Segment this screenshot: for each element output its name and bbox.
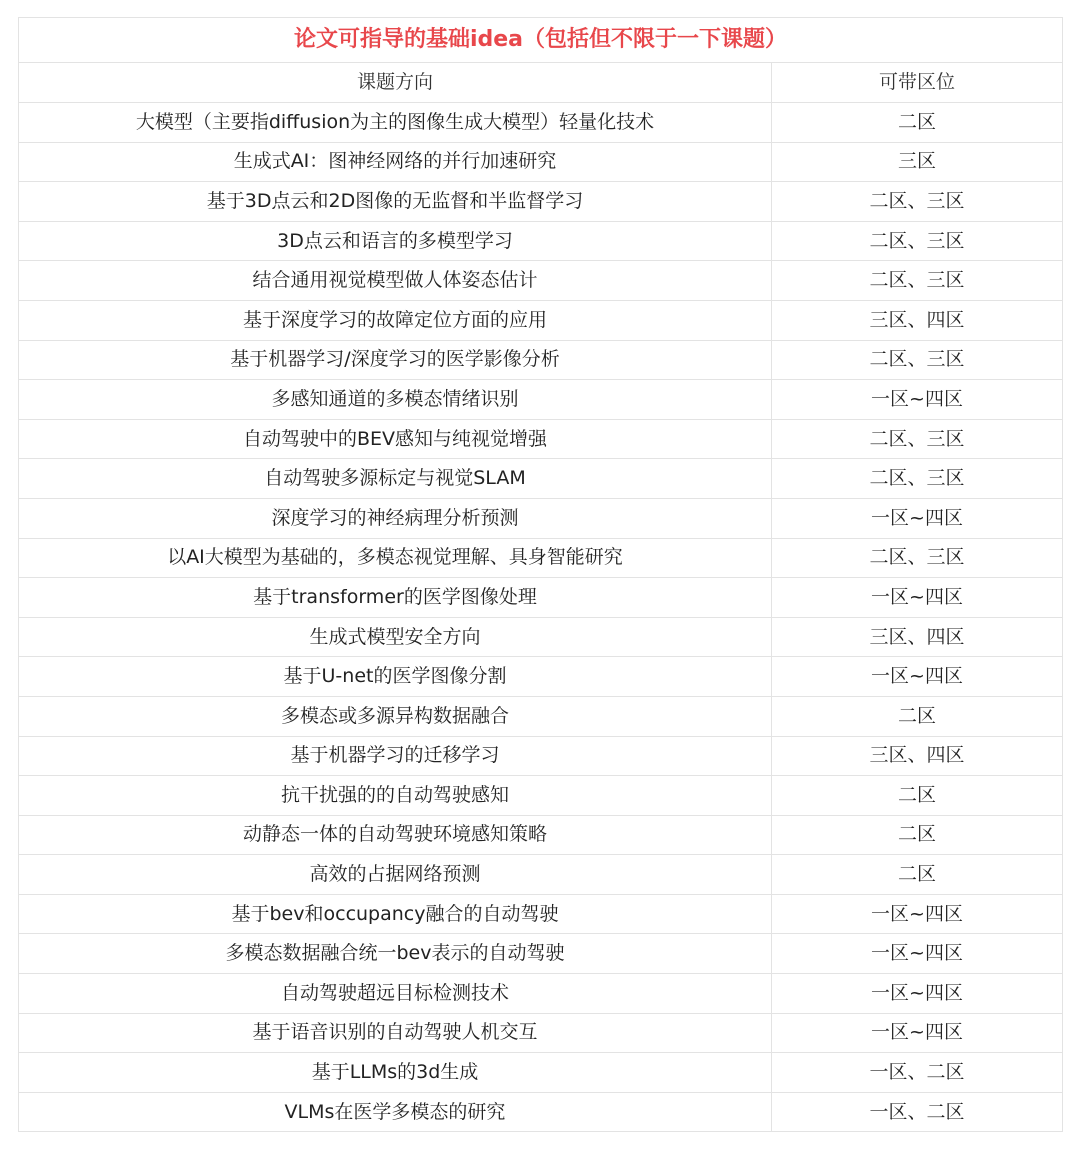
topic-cell: 以AI大模型为基础的，多模态视觉理解、具身智能研究: [19, 538, 772, 578]
zone-cell: 二区、三区: [772, 459, 1063, 499]
table-title: 论文可指导的基础idea（包括但不限于一下课题）: [19, 18, 1063, 63]
zone-cell: 一区~四区: [772, 380, 1063, 420]
topics-table-wrapper: [18, 17, 1062, 1132]
topic-cell: 基于机器学习的迁移学习: [19, 736, 772, 776]
zone-cell: 二区、三区: [772, 182, 1063, 222]
topic-cell: 自动驾驶超远目标检测技术: [19, 974, 772, 1014]
topic-cell: 基于3D点云和2D图像的无监督和半监督学习: [19, 182, 772, 222]
table-row: [19, 142, 1063, 182]
table-row: [19, 221, 1063, 261]
topic-cell: 深度学习的神经病理分析预测: [19, 498, 772, 538]
zone-cell: 一区~四区: [772, 578, 1063, 618]
table-body: [19, 103, 1063, 1132]
table-row: [19, 1092, 1063, 1132]
table-row: [19, 1053, 1063, 1093]
topic-cell: 基于transformer的医学图像处理: [19, 578, 772, 618]
topic-cell: 动静态一体的自动驾驶环境感知策略: [19, 815, 772, 855]
table-row: [19, 340, 1063, 380]
topic-cell: 多模态数据融合统一bev表示的自动驾驶: [19, 934, 772, 974]
table-row: [19, 261, 1063, 301]
zone-cell: 二区: [772, 855, 1063, 895]
topic-cell: 基于U-net的医学图像分割: [19, 657, 772, 697]
zone-cell: 三区、四区: [772, 736, 1063, 776]
table-header-row: [19, 63, 1063, 103]
zone-cell: 一区~四区: [772, 894, 1063, 934]
column-header-topic: 课题方向: [19, 63, 772, 103]
zone-cell: 二区、三区: [772, 261, 1063, 301]
table-title-row: [19, 18, 1063, 63]
zone-cell: 二区: [772, 776, 1063, 816]
zone-cell: 二区: [772, 815, 1063, 855]
zone-cell: 一区~四区: [772, 498, 1063, 538]
topic-cell: 结合通用视觉模型做人体姿态估计: [19, 261, 772, 301]
table-row: [19, 300, 1063, 340]
table-row: [19, 974, 1063, 1014]
table-row: [19, 459, 1063, 499]
table-row: [19, 103, 1063, 143]
table-row: [19, 934, 1063, 974]
topic-cell: 基于LLMs的3d生成: [19, 1053, 772, 1093]
zone-cell: 一区~四区: [772, 1013, 1063, 1053]
zone-cell: 三区、四区: [772, 300, 1063, 340]
topics-table: [18, 17, 1063, 1132]
zone-cell: 二区: [772, 103, 1063, 143]
zone-cell: 三区、四区: [772, 617, 1063, 657]
topic-cell: 大模型（主要指diffusion为主的图像生成大模型）轻量化技术: [19, 103, 772, 143]
table-row: [19, 578, 1063, 618]
topic-cell: 多模态或多源异构数据融合: [19, 696, 772, 736]
topic-cell: 生成式模型安全方向: [19, 617, 772, 657]
zone-cell: 一区~四区: [772, 934, 1063, 974]
table-row: [19, 1013, 1063, 1053]
topic-cell: 生成式AI：图神经网络的并行加速研究: [19, 142, 772, 182]
zone-cell: 一区、二区: [772, 1092, 1063, 1132]
zone-cell: 一区、二区: [772, 1053, 1063, 1093]
topic-cell: 高效的占据网络预测: [19, 855, 772, 895]
zone-cell: 二区、三区: [772, 221, 1063, 261]
topic-cell: 抗干扰强的的自动驾驶感知: [19, 776, 772, 816]
table-row: [19, 657, 1063, 697]
table-row: [19, 696, 1063, 736]
zone-cell: 二区、三区: [772, 419, 1063, 459]
topic-cell: 自动驾驶中的BEV感知与纯视觉增强: [19, 419, 772, 459]
table-row: [19, 617, 1063, 657]
table-row: [19, 776, 1063, 816]
topic-cell: 基于语音识别的自动驾驶人机交互: [19, 1013, 772, 1053]
table-row: [19, 736, 1063, 776]
topic-cell: 基于bev和occupancy融合的自动驾驶: [19, 894, 772, 934]
table-row: [19, 380, 1063, 420]
table-row: [19, 815, 1063, 855]
topic-cell: 3D点云和语言的多模型学习: [19, 221, 772, 261]
column-header-zone: 可带区位: [772, 63, 1063, 103]
table-row: [19, 419, 1063, 459]
zone-cell: 一区~四区: [772, 974, 1063, 1014]
table-row: [19, 538, 1063, 578]
topic-cell: VLMs在医学多模态的研究: [19, 1092, 772, 1132]
zone-cell: 三区: [772, 142, 1063, 182]
table-row: [19, 498, 1063, 538]
table-row: [19, 894, 1063, 934]
zone-cell: 二区: [772, 696, 1063, 736]
topic-cell: 多感知通道的多模态情绪识别: [19, 380, 772, 420]
zone-cell: 二区、三区: [772, 538, 1063, 578]
topic-cell: 基于深度学习的故障定位方面的应用: [19, 300, 772, 340]
zone-cell: 一区~四区: [772, 657, 1063, 697]
table-row: [19, 182, 1063, 222]
topic-cell: 基于机器学习/深度学习的医学影像分析: [19, 340, 772, 380]
zone-cell: 二区、三区: [772, 340, 1063, 380]
table-row: [19, 855, 1063, 895]
topic-cell: 自动驾驶多源标定与视觉SLAM: [19, 459, 772, 499]
